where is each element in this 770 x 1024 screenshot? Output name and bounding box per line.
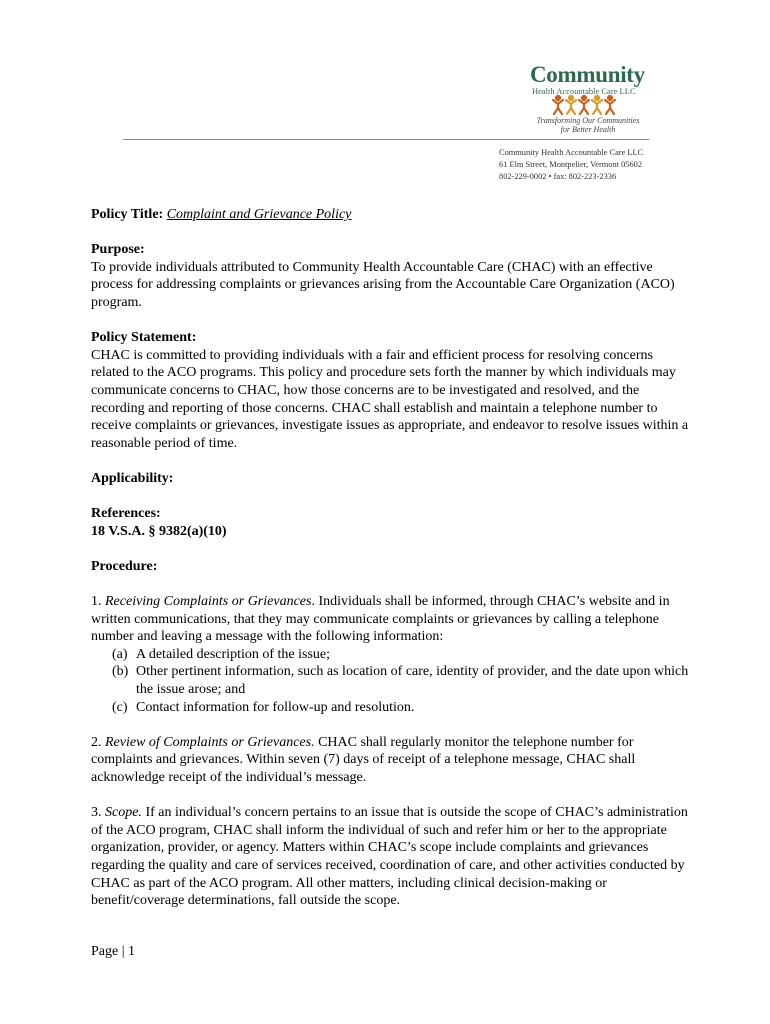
logo-tagline-line2: for Better Health bbox=[560, 125, 616, 134]
procedure-3-number: 3. bbox=[91, 805, 102, 821]
references-heading: References: bbox=[91, 506, 161, 522]
procedure-1-text: . Individuals shall be informed, through CHAC’s website and in written communications, that they may communicate complaints or grievances by calling a telephone number and leaving a message with the following information: bbox=[91, 594, 670, 645]
policy-body bbox=[91, 206, 691, 910]
logo-tagline bbox=[524, 116, 652, 134]
policy-title-value: Complaint and Grievance Policy bbox=[166, 207, 352, 222]
logo-subtitle: Health Accountable Care LLC bbox=[532, 86, 636, 96]
purpose-heading: Purpose: bbox=[91, 242, 145, 258]
logo-tagline-line1: Transforming Our Communities bbox=[536, 116, 640, 125]
statement-text: CHAC is committed to providing individuals with a fair and efficient process for resolving concerns related to the ACO programs. This policy and procedure sets forth the manner by which individuals may communicate concerns to CHAC, how those concerns are to be investigated and resolved, and the recording and reporting of those concerns. CHAC shall establish and maintain a telephone number to receive complaints or grievances, investigate issues as appropriate, and endeavor to resolve issues within a reasonable period of time. bbox=[91, 347, 689, 451]
page-number: Page | 1 bbox=[91, 944, 136, 959]
statement-heading: Policy Statement: bbox=[91, 330, 197, 346]
people-figures-icon bbox=[552, 95, 616, 115]
procedure-2-number: 2. bbox=[91, 734, 102, 750]
list-item: (c) Contact information for follow-up and resolution. bbox=[112, 699, 415, 715]
procedure-item-3 bbox=[91, 804, 691, 910]
procedure-3-title: Scope. bbox=[105, 805, 142, 821]
procedure-2-text: CHAC shall regularly monitor the telephone number for complaints and grievances. Within seven (7) days of receipt of a telephone message, CHAC shall acknowledge receipt of the individual’s message. bbox=[91, 734, 636, 785]
purpose-text: To provide individuals attributed to Community Health Accountable Care (CHAC) with an effective process for addressing complaints or grievances arising from the Accountable Care Organization (ACO) program. bbox=[91, 259, 675, 310]
address-street: 61 Elm Street, Montpelier, Vermont 05602 bbox=[499, 160, 643, 169]
company-logo bbox=[524, 62, 654, 134]
references-value: 18 V.S.A. § 9382(a)(10) bbox=[91, 523, 227, 539]
list-item: (a) A detailed description of the issue; bbox=[112, 646, 331, 662]
logo-wordmark: Community bbox=[530, 62, 645, 87]
policy-title-label: Policy Title: bbox=[91, 207, 164, 222]
policy-title bbox=[91, 206, 691, 224]
procedure-1-sublist bbox=[91, 646, 691, 716]
procedure-1-number: 1. bbox=[91, 594, 102, 610]
procedure-item-2 bbox=[91, 734, 691, 787]
procedure-3-text: If an individual’s concern pertains to an issue that is outside the scope of CHAC’s administration of the ACO program, CHAC shall inform the individual of such and refer him or her to the appropriate organization, provider, or agency. Matters within CHAC’s scope include complaints and grievances regarding the quality and care of services received, coordination of care, and other activities conducted by CHAC as part of the ACO program. All other matters, including clinical decision-making or benefit/coverage determinations, fall outside the scope. bbox=[91, 805, 688, 909]
procedure-item-1 bbox=[91, 593, 691, 646]
letterhead-divider bbox=[123, 139, 649, 140]
procedure-heading: Procedure: bbox=[91, 558, 158, 574]
list-item: (b) Other pertinent information, such as location of care, identity of provider, and the date upon which the issue arose; and bbox=[112, 664, 689, 698]
procedure-1-title: Receiving Complaints or Grievances bbox=[105, 594, 312, 610]
address-company: Community Health Accountable Care LLC bbox=[499, 148, 644, 157]
letterhead-address bbox=[499, 147, 649, 183]
applicability-heading: Applicability: bbox=[91, 470, 174, 486]
procedure-2-title: Review of Complaints or Grievances. bbox=[105, 734, 315, 750]
address-phone: 802-229-0002 • fax: 802-223-2336 bbox=[499, 172, 617, 181]
